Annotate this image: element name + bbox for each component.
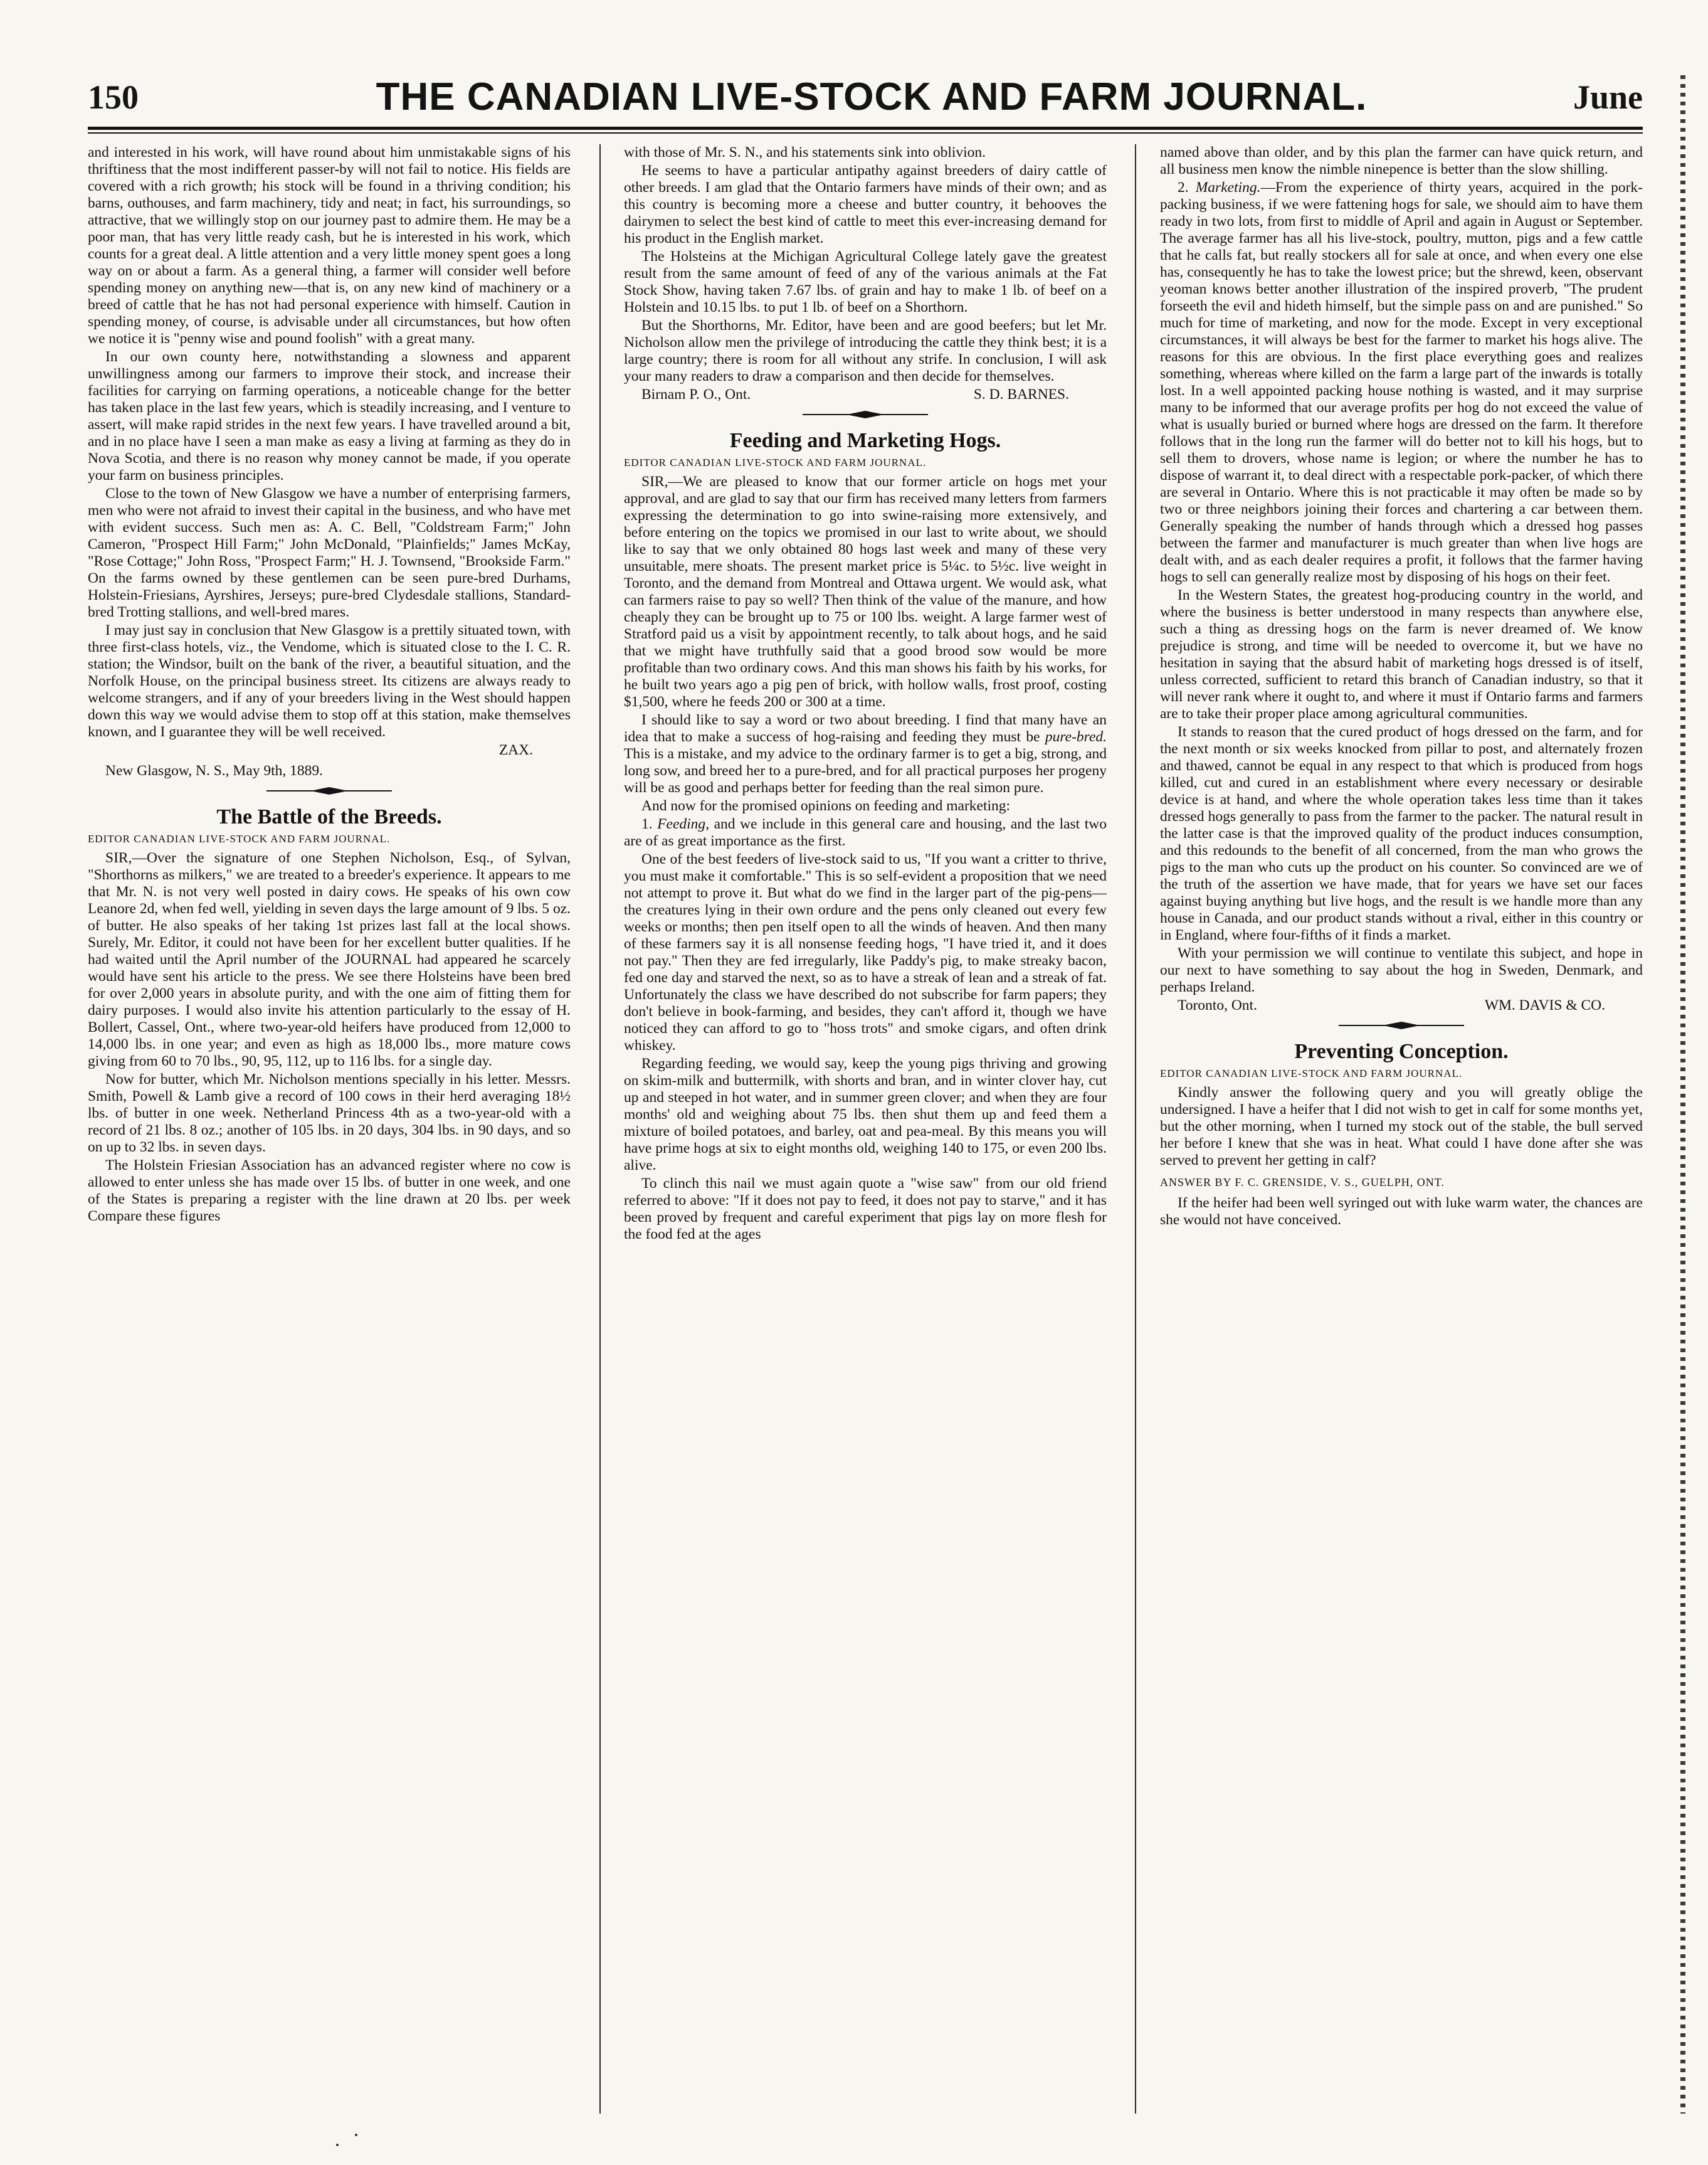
ornament-divider [624, 407, 1107, 423]
header-rule-thick [88, 127, 1643, 130]
paragraph: One of the best feeders of live-stock said to us, "If you want a critter to thrive, you must make it comfortable." This is so self-evident a proposition that we need not attempt to prove it. But what do we find in the larger part of the pig-pens—the creatures lying in their own ordure and the pens only cleaned out every few weeks or months; then pen itself open to all the winds of heaven. And then many of these farmers say it is all nonsense feeding hogs, "I have tried it, and it does not pay." Then they are fed irregularly, like Paddy's pig, to make streaky bacon, fed one day and starved the next, so as to have a streak of lean and a streak of fat. Unfortunately the class we have described do not subscribe for farm papers; they don't believe in book-farming, and besides, they can't afford it, though we have noticed they can afford to go to "hoss trots" and smoke cigars, and often drink whiskey. [624, 851, 1107, 1054]
paragraph: But the Shorthorns, Mr. Editor, have been and are good beefers; but let Mr. Nicholson allow men the privilege of introducing the cattle they think best; it is a large country; there is room for all without any strife. In conclusion, I will ask your many readers to draw a comparison and then decide for themselves. [624, 317, 1107, 384]
page-header [88, 69, 1643, 119]
header-rule-thin [88, 132, 1643, 134]
journal-page [88, 69, 1643, 2139]
signature-place: Toronto, Ont. [1178, 997, 1257, 1014]
paragraph [1160, 179, 1643, 586]
signature-author: WM. DAVIS & CO. [1484, 997, 1605, 1014]
editor-line: EDITOR CANADIAN LIVE-STOCK AND FARM JOURNAL. [88, 833, 391, 845]
scan-edge-marks [1680, 75, 1685, 2114]
ornament-divider [1160, 1018, 1643, 1034]
paragraph: with those of Mr. S. N., and his statements sink into oblivion. [624, 144, 986, 161]
paragraph: Regarding feeding, we would say, keep the young pigs thriving and growing on skim-milk and buttermilk, with shorts and bran, and in winter clover hay, cut up and steeped in hot water, and in summer green clover; and when they are four months' old and weighing about 75 lbs. then shut them up and feed them a mixture of boiled potatoes, and barley, oat and pea-meal. By this means you will have prime hogs at six to eight months old, weighing 140 to 175, or even 200 lbs. alive. [624, 1056, 1107, 1173]
paragraph: He seems to have a particular antipathy against breeders of dairy cattle of other breeds. I am glad that the Ontario farmers have minds of their own; and as this country is becoming more a cheese and butter country, it behooves the dairymen to select the best kind of cattle to meet this ever-increasing demand for his product in the English market. [624, 162, 1107, 246]
emphasis: pure-bred. [1045, 729, 1107, 745]
signature-line [624, 386, 1107, 403]
emphasis: Marketing. [1195, 179, 1261, 196]
column-divider [1135, 144, 1136, 2114]
paragraph: To clinch this nail we must again quote a "wise saw" from our old friend referred to above: "If it does not pay to feed, it does not pay to starve," and it has been proved by frequent and careful experiment that pigs lay on more flesh for the food fed at the ages [624, 1175, 1107, 1242]
page-number: 150 [88, 78, 139, 116]
signature-place: Birnam P. O., Ont. [641, 386, 751, 403]
paragraph: Now for butter, which Mr. Nicholson mentions specially in his letter. Messrs. Smith, Powell & Lamb give a record of 100 cows in their herd averaging 18½ lbs. of butter in one week. Netherland Princess 4th as a two-year-old with a record of 21 lbs. 8 oz.; another of 105 lbs. in 20 days, 304 lbs. in 90 days, and so on up to 32 lbs. in seven days. [88, 1071, 571, 1155]
paragraph: The Holsteins at the Michigan Agricultural College lately gave the greatest result from the same amount of feed of any of the various animals at the Fat Stock Show, having taken 7.67 lbs. of grain and hay to make 1 lb. of beef on a Holstein and 10.15 lbs. to put 1 lb. of beef on a Shorthorn. [624, 248, 1107, 315]
paragraph [624, 712, 1107, 797]
paragraph: SIR,—Over the signature of one Stephen Nicholson, Esq., of Sylvan, "Shorthorns as milkers," we are treated to a breeder's experience. It appears to me that Mr. N. is not very well posted in dairy cows. He speaks of his own cow Leanore 2d, when fed well, yielding in seven days the large amount of 9 lbs. 5 oz. of butter. He also speaks of her taking 1st prizes last fall at the local shows. Surely, Mr. Editor, it could not have been for her excellent butter qualities. If he had waited until the April number of the JOURNAL had appeared he scarcely would have sent his article to the press. We see there Holsteins have been bred for over 2,000 years in absolute purity, and with the one aim of fitting them for dairy purposes. I would also invite his attention particularly to the essay of H. Bollert, Cassel, Ont., where two-year-old heifers have produced from 12,000 to 14,000 lbs. in one year; and even as high as 18,000 lbs., more mature cows giving from 60 to 70 lbs., 90, 95, 112, up to 116 lbs. for a single day. [88, 850, 571, 1069]
column-2 [624, 144, 1107, 2120]
paragraph: It stands to reason that the cured product of hogs dressed on the farm, and for the next month or six weeks knocked from pillar to post, and alternately frozen and thawed, cannot be equal in any respect to that which is produced from hogs killed, cut and cured in an establishment where every necessary or desirable device is at hand, and where the whole operation takes less time than it takes dressed hogs generally to pass from the farmer to the packer. The natural result in the latter case is that the improved quality of the product induces consumption, and this redounds to the benefit of all concerned, from the man who grows the pigs to the man who cuts up the product on his counter. So convinced are we of the truth of the assertion we have made, that for years we have set our faces against buying anything but live hogs, and the result is we handle more than any house in Canada, and our product stands without a rival, either in this country or in England, where four-fifths of it finds a market. [1160, 724, 1643, 943]
paragraph: With your permission we will continue to ventilate this subject, and hope in our next to have something to say about the hog in Sweden, Denmark, and perhaps Ireland. [1160, 945, 1643, 995]
text-run: I should like to say a word or two about breeding. I find that many have an idea that to make a success of hog-raising and feeding they must be [624, 712, 1107, 745]
text-run: 2. [1178, 179, 1196, 196]
paragraph: Close to the town of New Glasgow we have a number of enterprising farmers, men who were not afraid to invest their capital in the business, and who have met with evident success. Such men as: A. C. Bell, "Coldstream Farm;" John Cameron, "Prospect Hill Farm;" John McDonald, "Plainfields;" James McKay, "Rose Cottage;" John Ross, "Prospect Farm;" H. J. Townsend, "Brookside Farm." On the farms owned by these gentlemen can be seen pure-bred Durhams, Holstein-Friesians, Ayrshires, Jerseys; pure-bred Clydesdale stallions, Standard-bred Trotting stallions, and well-bred mares. [88, 485, 571, 620]
paragraph: named above than older, and by this plan the farmer can have quick return, and all business men know the nimble ninepence is better than the slow shilling. [1160, 144, 1643, 177]
signature-author: S. D. BARNES. [973, 386, 1069, 403]
text-run: 1. [641, 816, 658, 832]
ornament-divider [88, 783, 571, 800]
column-divider [599, 144, 601, 2114]
text-run: This is a mistake, and my advice to the ordinary farmer is to get a big, strong, and long sow, and breed her to a pure-bred, and for all practical purposes her progeny will be as good and perhaps better for feeding than the real simon pure. [624, 746, 1107, 796]
dateline: New Glasgow, N. S., May 9th, 1889. [105, 763, 324, 779]
paragraph: The Holstein Friesian Association has an advanced register where no cow is allowed to enter unless she has made over 15 lbs. of butter in one week, and one of the States is preparing a register with the line drawn at 20 lbs. per week Compare these figures [88, 1157, 571, 1224]
editor-line: EDITOR CANADIAN LIVE-STOCK AND FARM JOURNAL. [1160, 1067, 1463, 1079]
paragraph: I may just say in conclusion that New Glasgow is a prettily situated town, with three first-class hotels, viz., the Vendome, which is situated close to the I. C. R. station; the Windsor, built on the bank of the river, a beautiful situation, and the Norfolk House, on the principal business street. Its citizens are always ready to welcome strangers, and if any of your breeders living in the West should happen down this way we would advise them to stop off at this station, make themselves known, and I guarantee they will be well received. [88, 622, 571, 740]
scan-speck [355, 2134, 357, 2136]
editor-line: EDITOR CANADIAN LIVE-STOCK AND FARM JOURNAL. [624, 457, 927, 468]
paragraph: Kindly answer the following query and you will greatly oblige the undersigned. I have a heifer that I did not wish to get in calf for some months yet, but the other morning, when I turned my stock out of the stable, the bull served her before I knew that she was in heat. What could I have done after she was served to prevent her getting in calf? [1160, 1084, 1643, 1168]
issue-month: June [1573, 78, 1643, 116]
column-1 [88, 144, 571, 2120]
paragraph: In our own county here, notwithstanding a slowness and apparent unwillingness among our farmers to improve their stock, and increase their facilities for carrying on farming operations, a noticeable change for the better has taken place in the last few years, which is steadily increasing, and I venture to assert, will make rapid strides in the next few years. I have travelled around a bit, and in no place have I seen a man make as easy a living at farming as they do in Nova Scotia, and there is no reason why money cannot be made, if you operate your farm on business principles. [88, 349, 571, 484]
text-run: , and we include in this general care and housing, and the last two are of as great importance as the first. [624, 816, 1107, 849]
emphasis: Feeding [657, 816, 706, 832]
signature-line [1160, 997, 1643, 1014]
text-run: —From the experience of thirty years, acquired in the pork-packing business, if we were fattening hogs for sale, we should aim to have them ready in two lots, from first to middle of April and again in August or September. The average farmer has all his live-stock, poultry, mutton, pigs and a few cattle that he calls fat, but really stockers all for sale at once, and when every one else has, consequently he has to take the lowest price; but the shrewd, keen, observant yeoman knows better another illustration of the inspired proverb, "The prudent forseeth the evil and hideth himself, but the simple pass on and are punished." So much for time of marketing, and now for the mode. Except in very exceptional circumstances, it will always be best for the farmer to market his hogs alive. The reasons for this are obvious. In the first place everything goes and realizes something, whereas where killed on the farm a large part of the inwards is totally lost. In a well appointed packing house nothing is wasted, and it may surprise many to be informed that our average profits per hog do not exceed the value of what is usually buried or burned where hogs are dressed on the farm. It therefore follows that in the long run the farmer will do better not to kill his hogs, but to sell them to drovers, whose name is legion; or where the number he has to dispose of warrant it, to deal direct with a respectable pork-packer, of which there are several in Ontario. Where this is not practicable it may often be made so by two or three neighbors joining their forces and chartering a car between them. Generally speaking the number of hands through which a dressed hog passes between the farmer and manufacturer is much greater than when live hogs are dealt with, and as each dealer requires a profit, it follows that the farmer having hogs to sell can generally realize most by disposing of his hogs on their feet. [1160, 179, 1643, 585]
paragraph: And now for the promised opinions on feeding and marketing: [641, 798, 1011, 814]
paragraph: In the Western States, the greatest hog-producing country in the world, and where the business is better understood in many respects than anywhere else, such a thing as dressing hogs on the farm is never dreamed of. We know prejudice is strong, and time will be needed to overcome it, but we have no hesitation in saying that the absurd habit of marketing hogs dressed is of itself, unless corrected, sufficient to retard this branch of Canadian industry, so that it will never rank where it ought to, and where it must if Ontario farms and farmers are to take their proper place among agricultural communities. [1160, 587, 1643, 722]
paragraph: If the heifer had been well syringed out with luke warm water, the chances are she would not have conceived. [1160, 1195, 1643, 1228]
article-heading: The Battle of the Breeds. [216, 805, 442, 828]
journal-title: THE CANADIAN LIVE-STOCK AND FARM JOURNAL. [376, 75, 1368, 119]
paragraph: and interested in his work, will have round about him unmistakable signs of his thriftiness that the most indifferent passer-by will not fail to notice. His fields are covered with a rich growth; his stock will be found in a thriving condition; his barns, outhouses, and farm machinery, tidy and neat; in fact, his surroundings, so attractive, that we willingly stop on our journey past to admire them. He may be a poor man, that has very little ready cash, but he is interested in his work, which counts for a great deal. A little attention and a very little money spent goes a long way on or about a farm. As a general thing, a farmer will consider well before spending money on anything new—that is, on any new kind of machinery or a breed of cattle that he has not had personal experience with himself. Caution in spending money, of course, is advisable under all circumstances, but how often we notice it is "penny wise and pound foolish" with a great many. [88, 144, 571, 347]
article-heading: Feeding and Marketing Hogs. [729, 429, 1001, 452]
scan-speck [336, 2144, 339, 2146]
paragraph: SIR,—We are pleased to know that our former article on hogs met your approval, and are glad to say that our firm has received many letters from farmers expressing the determination to go into swine-raising more extensively, and before entering on the topics we promised in our last to write about, we should like to say that we only obtained 80 hogs last week and many of these very unsuitable, mere shoats. The present market price is 5¼c. to 5½c. live weight in Toronto, and the demand from Montreal and Ottawa urgent. We would ask, what can farmers raise to pay so well? Then think of the value of the manure, and how cheaply they can be brought up to 75 or 100 lbs. weight. A large farmer west of Stratford paid us a visit by appointment recently, to talk about hogs, and he said that we might have truthfully said that a good brood sow would be more profitable than two ordinary cows. And this man shows his faith by his works, for he built two years ago a pig pen of brick, with hollow walls, frost proof, costing $1,500, where he feeds 200 or 300 at a time. [624, 474, 1107, 710]
answer-byline: ANSWER BY F. C. GRENSIDE, V. S., GUELPH, ONT. [1160, 1176, 1445, 1188]
article-heading: Preventing Conception. [1294, 1040, 1509, 1063]
signature-author: ZAX. [498, 742, 533, 758]
column-3 [1160, 144, 1643, 2120]
signature-line [88, 742, 571, 759]
paragraph [624, 816, 1107, 850]
